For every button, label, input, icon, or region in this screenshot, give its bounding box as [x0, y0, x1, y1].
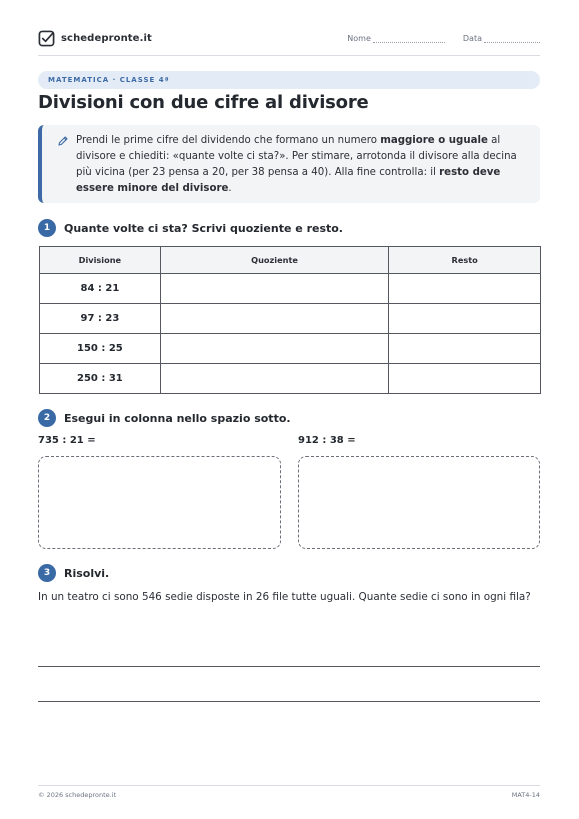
remainder-cell[interactable]	[389, 274, 541, 304]
tip-text	[76, 133, 532, 197]
answer-line[interactable]	[38, 666, 540, 667]
exercise-2-heading	[38, 409, 291, 427]
tip-bold-part: maggiore o uguale	[380, 135, 488, 146]
exercise-title: Risolvi.	[64, 566, 110, 580]
exercise-number: 1	[38, 219, 56, 237]
table-row	[40, 274, 541, 304]
exercise-title: Quante volte ci sta? Scrivi quoziente e resto.	[64, 221, 343, 235]
division-cell: 97 : 23	[40, 304, 161, 334]
tip-text-part: .	[228, 183, 232, 194]
tip-bold-part: resto deve essere minore del divisore	[76, 167, 501, 194]
exercise-title: Esegui in colonna nello spazio sotto.	[64, 411, 291, 425]
date-line	[484, 42, 540, 43]
exercise-number: 2	[38, 409, 56, 427]
logo	[38, 30, 152, 47]
left-work-area[interactable]	[38, 456, 281, 549]
worksheet-code: MAT4-14	[511, 791, 540, 799]
answer-line[interactable]	[38, 701, 540, 702]
table-row	[40, 304, 541, 334]
page-footer	[38, 785, 540, 799]
checkbox-logo-icon	[38, 30, 55, 47]
division-cell: 150 : 25	[40, 334, 161, 364]
name-field[interactable]	[347, 34, 445, 43]
column-header-division: Divisione	[40, 247, 161, 274]
division-cell: 84 : 21	[40, 274, 161, 304]
table-header-row	[40, 247, 541, 274]
date-label: Data	[462, 34, 482, 43]
quotient-cell[interactable]	[160, 274, 389, 304]
exercise-3-heading	[38, 564, 109, 582]
remainder-cell[interactable]	[389, 364, 541, 394]
site-name: schedepronte.it	[61, 33, 152, 44]
page-header	[38, 30, 540, 56]
quotient-cell[interactable]	[160, 334, 389, 364]
name-label: Nome	[347, 34, 371, 43]
table-row	[40, 334, 541, 364]
student-fields	[347, 34, 540, 43]
page-title: Divisioni con due cifre al divisore	[38, 92, 369, 113]
name-line	[373, 42, 445, 43]
division-cell: 250 : 31	[40, 364, 161, 394]
divisions-table	[39, 246, 541, 394]
tip-box	[38, 125, 540, 203]
quotient-cell[interactable]	[160, 364, 389, 394]
tip-text-part: Prendi le prime cifre del dividendo che formano un numero	[76, 135, 381, 146]
problem-text: In un teatro ci sono 546 sedie disposte in 26 file tutte uguali. Quante sedie ci sono in ogni fila?	[38, 591, 531, 603]
exercise-number: 3	[38, 564, 56, 582]
exercise-1-heading	[38, 219, 343, 237]
left-division-label: 735 : 21 =	[38, 435, 96, 446]
subject-badge: MATEMATICA · CLASSE 4ª	[38, 71, 540, 89]
column-header-remainder: Resto	[389, 247, 541, 274]
remainder-cell[interactable]	[389, 304, 541, 334]
table-row	[40, 364, 541, 394]
right-work-area[interactable]	[298, 456, 540, 549]
pencil-icon	[57, 135, 69, 147]
quotient-cell[interactable]	[160, 304, 389, 334]
right-division-label: 912 : 38 =	[298, 435, 356, 446]
remainder-cell[interactable]	[389, 334, 541, 364]
copyright: © 2026 schedepronte.it	[38, 791, 117, 799]
column-header-quotient: Quoziente	[160, 247, 389, 274]
date-field[interactable]	[463, 34, 540, 43]
tip-text-part: al divisore e chiediti: «quante volte ci sta?». Per stimare, arrotonda il divisore alla decina più vicina (per 23 pensa a 20, per 38 pensa a 40). Alla fine controlla: il	[76, 135, 517, 178]
